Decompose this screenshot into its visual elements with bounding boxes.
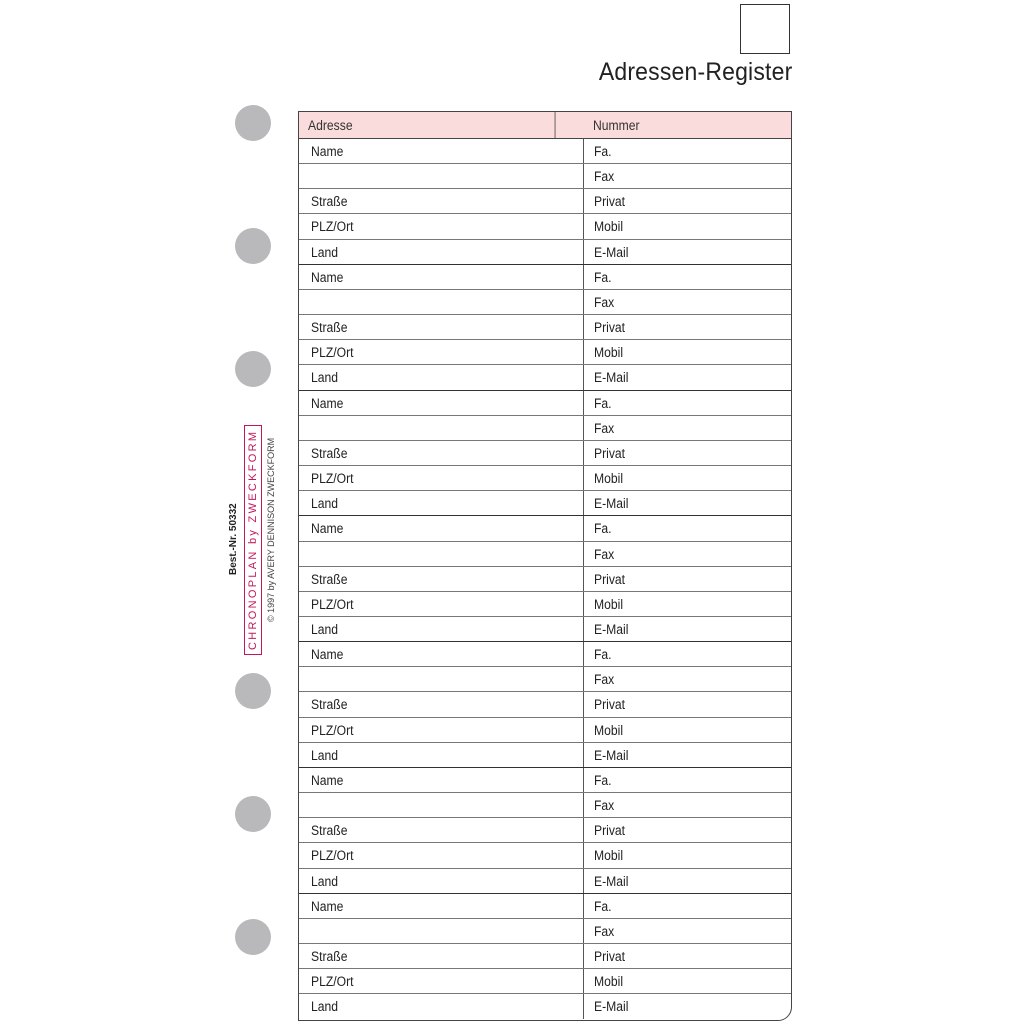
punch-hole bbox=[235, 919, 271, 955]
address-field-label bbox=[299, 365, 584, 389]
address-field-label bbox=[299, 667, 584, 691]
address-label-text: Name bbox=[311, 144, 344, 159]
table-row bbox=[299, 617, 791, 642]
number-field-label bbox=[584, 592, 791, 616]
number-label-text: Fax bbox=[594, 420, 615, 436]
address-field-label bbox=[299, 441, 584, 465]
table-row bbox=[299, 894, 791, 919]
header-number: Nummer bbox=[593, 118, 640, 133]
number-label-text: Mobil bbox=[594, 974, 624, 990]
table-row bbox=[299, 466, 791, 491]
address-field-label bbox=[299, 718, 584, 742]
table-row bbox=[299, 441, 791, 466]
table-row bbox=[299, 843, 791, 868]
punch-hole bbox=[235, 351, 271, 387]
address-label-text: Land bbox=[311, 496, 339, 512]
address-label-text: Name bbox=[311, 395, 344, 411]
table-header bbox=[299, 112, 791, 139]
address-field-label bbox=[299, 265, 584, 289]
number-field-label bbox=[584, 164, 791, 188]
number-label-text: Fax bbox=[594, 798, 615, 814]
number-field-label bbox=[584, 667, 791, 691]
table-row bbox=[299, 139, 791, 164]
number-field-label bbox=[584, 214, 791, 238]
number-field-label bbox=[584, 994, 791, 1019]
address-field-label bbox=[299, 214, 584, 238]
address-field-label bbox=[299, 919, 584, 943]
address-field-label bbox=[299, 944, 584, 968]
address-field-label bbox=[299, 894, 584, 918]
address-field-label bbox=[299, 542, 584, 566]
punch-hole bbox=[235, 228, 271, 264]
number-field-label bbox=[584, 768, 791, 792]
address-field-label bbox=[299, 869, 584, 893]
number-field-label bbox=[584, 516, 791, 540]
number-label-text: E-Mail bbox=[594, 747, 629, 763]
number-field-label bbox=[584, 718, 791, 742]
table-row bbox=[299, 214, 791, 239]
number-label-text: Mobil bbox=[594, 596, 624, 612]
table-body bbox=[299, 139, 791, 1019]
table-row bbox=[299, 567, 791, 592]
number-field-label bbox=[584, 391, 791, 415]
address-field-label bbox=[299, 516, 584, 540]
address-label-text: PLZ/Ort bbox=[311, 345, 354, 361]
table-row bbox=[299, 768, 791, 793]
table-row bbox=[299, 743, 791, 768]
number-label-text: Fax bbox=[594, 294, 615, 310]
table-row bbox=[299, 667, 791, 692]
address-field-label bbox=[299, 793, 584, 817]
address-label-text: Land bbox=[311, 747, 339, 763]
number-label-text: Privat bbox=[594, 697, 626, 713]
address-field-label bbox=[299, 692, 584, 716]
number-field-label bbox=[584, 869, 791, 893]
table-row bbox=[299, 240, 791, 265]
address-field-label bbox=[299, 592, 584, 616]
table-row bbox=[299, 969, 791, 994]
table-row bbox=[299, 189, 791, 214]
address-label-text: Land bbox=[311, 244, 339, 260]
punch-hole bbox=[235, 105, 271, 141]
table-row bbox=[299, 365, 791, 390]
table-row bbox=[299, 944, 791, 969]
address-label-text: Straße bbox=[311, 823, 348, 839]
copyright-notice: © 1997 by AVERY DENNISON ZWECKFORM bbox=[266, 437, 276, 622]
number-label-text: Mobil bbox=[594, 471, 624, 487]
address-label-text: Straße bbox=[311, 697, 348, 713]
number-field-label bbox=[584, 441, 791, 465]
number-label-text: Fa. bbox=[594, 395, 612, 411]
number-label-text: Mobil bbox=[594, 345, 624, 361]
address-label-text: Land bbox=[311, 621, 339, 637]
address-field-label bbox=[299, 416, 584, 440]
page-title: Adressen-Register bbox=[598, 58, 792, 86]
address-label-text: PLZ/Ort bbox=[311, 848, 354, 864]
number-field-label bbox=[584, 567, 791, 591]
table-row bbox=[299, 793, 791, 818]
address-field-label bbox=[299, 843, 584, 867]
brand-label: CHRONOPLAN by ZWECKFORM bbox=[244, 425, 262, 655]
address-label-text: Name bbox=[311, 647, 344, 663]
address-label-text: Name bbox=[311, 898, 344, 914]
number-field-label bbox=[584, 139, 791, 163]
number-label-text: Fax bbox=[594, 546, 615, 562]
address-field-label bbox=[299, 189, 584, 213]
address-field-label bbox=[299, 743, 584, 767]
number-field-label bbox=[584, 642, 791, 666]
number-label-text: Fax bbox=[594, 169, 615, 185]
address-field-label bbox=[299, 491, 584, 515]
table-row bbox=[299, 994, 791, 1019]
punch-hole bbox=[235, 673, 271, 709]
number-label-text: Privat bbox=[594, 194, 626, 210]
address-label-text: Straße bbox=[311, 571, 348, 587]
address-label-text: PLZ/Ort bbox=[311, 974, 354, 990]
address-field-label bbox=[299, 994, 584, 1019]
address-field-label bbox=[299, 290, 584, 314]
number-field-label bbox=[584, 818, 791, 842]
number-label-text: E-Mail bbox=[594, 999, 629, 1015]
number-field-label bbox=[584, 894, 791, 918]
number-field-label bbox=[584, 692, 791, 716]
number-label-text: E-Mail bbox=[594, 244, 629, 260]
order-number: Best.-Nr. 50332 bbox=[228, 503, 239, 575]
number-label-text: Mobil bbox=[594, 219, 624, 235]
table-row bbox=[299, 542, 791, 567]
table-row bbox=[299, 340, 791, 365]
number-label-text: Privat bbox=[594, 949, 626, 964]
address-field-label bbox=[299, 642, 584, 666]
number-field-label bbox=[584, 265, 791, 289]
number-label-text: Privat bbox=[594, 445, 626, 461]
address-label-text: Straße bbox=[311, 445, 348, 461]
number-field-label bbox=[584, 491, 791, 515]
number-label-text: Fa. bbox=[594, 647, 612, 663]
header-address: Adresse bbox=[299, 112, 556, 138]
table-row bbox=[299, 869, 791, 894]
number-label-text: Privat bbox=[594, 571, 626, 587]
table-row bbox=[299, 290, 791, 315]
table-row bbox=[299, 592, 791, 617]
table-row bbox=[299, 642, 791, 667]
address-label-text: Land bbox=[311, 873, 339, 889]
number-label-text: Fa. bbox=[594, 269, 612, 285]
address-field-label bbox=[299, 969, 584, 993]
number-field-label bbox=[584, 365, 791, 389]
number-field-label bbox=[584, 466, 791, 490]
address-label-text: Name bbox=[311, 269, 344, 285]
address-field-label bbox=[299, 768, 584, 792]
number-label-text: E-Mail bbox=[594, 873, 629, 889]
address-field-label bbox=[299, 240, 584, 264]
table-row bbox=[299, 818, 791, 843]
address-label-text: Straße bbox=[311, 320, 348, 336]
table-row bbox=[299, 265, 791, 290]
address-field-label bbox=[299, 164, 584, 188]
number-label-text: Fa. bbox=[594, 772, 612, 788]
number-field-label bbox=[584, 416, 791, 440]
number-label-text: Fa. bbox=[594, 144, 612, 159]
number-field-label bbox=[584, 340, 791, 364]
address-field-label bbox=[299, 617, 584, 641]
address-label-text: PLZ/Ort bbox=[311, 471, 354, 487]
number-label-text: Privat bbox=[594, 320, 626, 336]
address-label-text: PLZ/Ort bbox=[311, 596, 354, 612]
address-field-label bbox=[299, 340, 584, 364]
number-field-label bbox=[584, 290, 791, 314]
number-label-text: E-Mail bbox=[594, 496, 629, 512]
address-label-text: PLZ/Ort bbox=[311, 722, 354, 738]
table-row bbox=[299, 919, 791, 944]
table-row bbox=[299, 315, 791, 340]
address-label-text: Name bbox=[311, 772, 344, 788]
number-label-text: Fa. bbox=[594, 898, 612, 914]
number-label-text: Fax bbox=[594, 672, 615, 688]
table-row bbox=[299, 718, 791, 743]
address-label-text: Straße bbox=[311, 194, 348, 210]
table-row bbox=[299, 164, 791, 189]
number-field-label bbox=[584, 617, 791, 641]
table-row bbox=[299, 692, 791, 717]
punch-hole bbox=[235, 796, 271, 832]
number-label-text: Mobil bbox=[594, 722, 624, 738]
number-field-label bbox=[584, 743, 791, 767]
corner-index-box bbox=[740, 4, 790, 54]
address-register-table bbox=[298, 111, 792, 1021]
number-label-text: Fax bbox=[594, 923, 615, 939]
number-field-label bbox=[584, 969, 791, 993]
address-field-label bbox=[299, 466, 584, 490]
address-field-label bbox=[299, 315, 584, 339]
number-label-text: Mobil bbox=[594, 848, 624, 864]
address-field-label bbox=[299, 139, 584, 163]
address-label-text: Straße bbox=[311, 949, 348, 964]
table-row bbox=[299, 516, 791, 541]
address-label-text: PLZ/Ort bbox=[311, 219, 354, 235]
number-field-label bbox=[584, 793, 791, 817]
address-label-text: Land bbox=[311, 999, 339, 1015]
address-field-label bbox=[299, 391, 584, 415]
number-label-text: E-Mail bbox=[594, 621, 629, 637]
number-field-label bbox=[584, 542, 791, 566]
address-label-text: Name bbox=[311, 521, 344, 537]
number-field-label bbox=[584, 240, 791, 264]
number-label-text: Fa. bbox=[594, 521, 612, 537]
table-row bbox=[299, 491, 791, 516]
table-row bbox=[299, 416, 791, 441]
number-label-text: E-Mail bbox=[594, 370, 629, 386]
number-field-label bbox=[584, 189, 791, 213]
address-label-text: Land bbox=[311, 370, 339, 386]
address-field-label bbox=[299, 818, 584, 842]
number-field-label bbox=[584, 843, 791, 867]
number-field-label bbox=[584, 919, 791, 943]
address-field-label bbox=[299, 567, 584, 591]
number-field-label bbox=[584, 944, 791, 968]
number-label-text: Privat bbox=[594, 823, 626, 839]
number-field-label bbox=[584, 315, 791, 339]
table-row bbox=[299, 391, 791, 416]
